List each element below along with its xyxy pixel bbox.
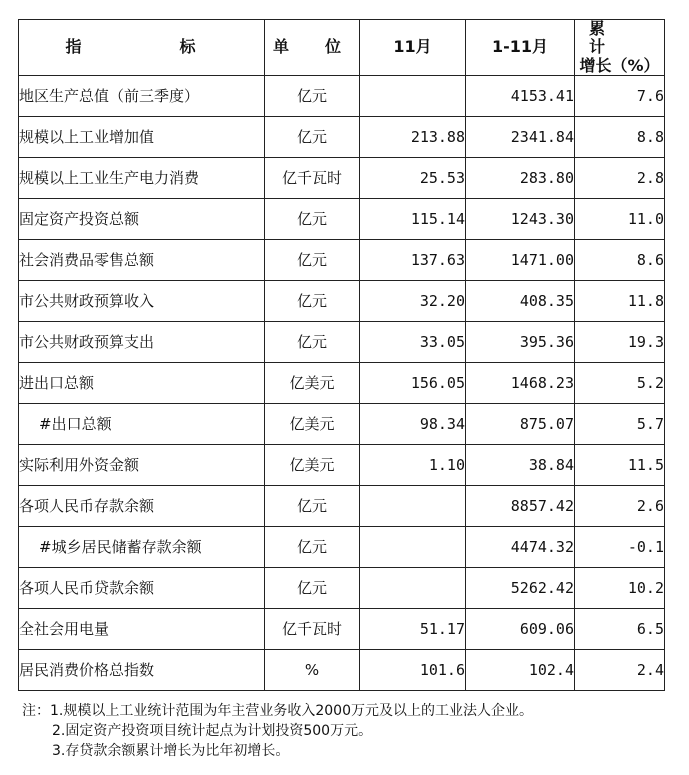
growth-value-cell: 10.2 xyxy=(575,568,665,609)
footnote-3: 3.存贷款余额累计增长为比年初增长。 xyxy=(52,743,290,759)
unit-cell: 亿美元 xyxy=(265,445,360,486)
unit-cell: 亿千瓦时 xyxy=(265,158,360,199)
month-value-cell: 25.53 xyxy=(360,158,466,199)
ytd-value-cell: 1243.30 xyxy=(466,199,575,240)
unit-cell: % xyxy=(265,650,360,691)
indicator-cell: #城乡居民储蓄存款余额 xyxy=(19,527,265,568)
indicator-cell: 地区生产总值（前三季度） xyxy=(19,76,265,117)
table-row xyxy=(19,445,665,486)
growth-value-cell: 11.5 xyxy=(575,445,665,486)
ytd-value-cell: 875.07 xyxy=(466,404,575,445)
month-value-cell: 33.05 xyxy=(360,322,466,363)
ytd-value-cell: 283.80 xyxy=(466,158,575,199)
month-value-cell: 1.10 xyxy=(360,445,466,486)
unit-cell: 亿美元 xyxy=(265,363,360,404)
ytd-value-cell: 8857.42 xyxy=(466,486,575,527)
statistics-table xyxy=(18,19,665,691)
table-row xyxy=(19,527,665,568)
ytd-value-cell: 609.06 xyxy=(466,609,575,650)
ytd-value-cell: 395.36 xyxy=(466,322,575,363)
unit-cell: 亿元 xyxy=(265,199,360,240)
table-body xyxy=(19,76,665,691)
table-row xyxy=(19,486,665,527)
ytd-value-cell: 4474.32 xyxy=(466,527,575,568)
table-row xyxy=(19,76,665,117)
ytd-value-cell: 102.4 xyxy=(466,650,575,691)
growth-value-cell: 2.4 xyxy=(575,650,665,691)
growth-value-cell: 8.8 xyxy=(575,117,665,158)
ytd-value-cell: 38.84 xyxy=(466,445,575,486)
unit-cell: 亿元 xyxy=(265,486,360,527)
unit-cell: 亿千瓦时 xyxy=(265,609,360,650)
month-value-cell xyxy=(360,76,466,117)
ytd-value-cell: 4153.41 xyxy=(466,76,575,117)
footnotes xyxy=(22,701,672,761)
unit-cell: 亿美元 xyxy=(265,404,360,445)
indicator-cell: 规模以上工业增加值 xyxy=(19,117,265,158)
unit-cell: 亿元 xyxy=(265,117,360,158)
month-value-cell xyxy=(360,527,466,568)
table-row xyxy=(19,568,665,609)
growth-value-cell: 2.6 xyxy=(575,486,665,527)
month-value-cell: 115.14 xyxy=(360,199,466,240)
indicator-cell: 固定资产投资总额 xyxy=(19,199,265,240)
indicator-cell: 各项人民币贷款余额 xyxy=(19,568,265,609)
ytd-value-cell: 5262.42 xyxy=(466,568,575,609)
growth-value-cell: 11.0 xyxy=(575,199,665,240)
header-month: 11月 xyxy=(360,20,466,76)
month-value-cell: 98.34 xyxy=(360,404,466,445)
table-row xyxy=(19,158,665,199)
table-row xyxy=(19,117,665,158)
indicator-cell: 居民消费价格总指数 xyxy=(19,650,265,691)
table-row xyxy=(19,363,665,404)
indicator-cell: 规模以上工业生产电力消费 xyxy=(19,158,265,199)
growth-value-cell: 11.8 xyxy=(575,281,665,322)
ytd-value-cell: 2341.84 xyxy=(466,117,575,158)
table-row xyxy=(19,609,665,650)
header-growth-line1: 累 计 xyxy=(589,19,638,57)
footnote-2: 2.固定资产投资项目统计起点为计划投资500万元。 xyxy=(52,723,373,739)
month-value-cell: 101.6 xyxy=(360,650,466,691)
indicator-cell: 全社会用电量 xyxy=(19,609,265,650)
header-growth xyxy=(575,20,665,76)
indicator-cell: 社会消费品零售总额 xyxy=(19,240,265,281)
indicator-cell: 市公共财政预算收入 xyxy=(19,281,265,322)
growth-value-cell: 19.3 xyxy=(575,322,665,363)
month-value-cell: 137.63 xyxy=(360,240,466,281)
table-row xyxy=(19,322,665,363)
month-value-cell: 156.05 xyxy=(360,363,466,404)
ytd-value-cell: 408.35 xyxy=(466,281,575,322)
ytd-value-cell: 1471.00 xyxy=(466,240,575,281)
table-row xyxy=(19,404,665,445)
month-value-cell: 51.17 xyxy=(360,609,466,650)
unit-cell: 亿元 xyxy=(265,527,360,568)
month-value-cell xyxy=(360,568,466,609)
month-value-cell xyxy=(360,486,466,527)
growth-value-cell: 5.2 xyxy=(575,363,665,404)
growth-value-cell: 5.7 xyxy=(575,404,665,445)
unit-cell: 亿元 xyxy=(265,240,360,281)
table-row xyxy=(19,199,665,240)
table-row xyxy=(19,240,665,281)
indicator-cell: 各项人民币存款余额 xyxy=(19,486,265,527)
growth-value-cell: 6.5 xyxy=(575,609,665,650)
indicator-cell: 实际利用外资金额 xyxy=(19,445,265,486)
indicator-cell: 进出口总额 xyxy=(19,363,265,404)
table-row xyxy=(19,650,665,691)
table-row xyxy=(19,281,665,322)
footnote-1: 注：1.规模以上工业统计范围为年主营业务收入2000万元及以上的工业法人企业。 xyxy=(22,703,533,719)
month-value-cell: 32.20 xyxy=(360,281,466,322)
header-indicator: 指 标 xyxy=(19,20,265,76)
table-header-row xyxy=(19,20,665,76)
growth-value-cell: 7.6 xyxy=(575,76,665,117)
header-unit: 单 位 xyxy=(265,20,360,76)
header-ytd: 1-11月 xyxy=(466,20,575,76)
unit-cell: 亿元 xyxy=(265,281,360,322)
growth-value-cell: 8.6 xyxy=(575,240,665,281)
growth-value-cell: -0.1 xyxy=(575,527,665,568)
unit-cell: 亿元 xyxy=(265,76,360,117)
ytd-value-cell: 1468.23 xyxy=(466,363,575,404)
unit-cell: 亿元 xyxy=(265,568,360,609)
unit-cell: 亿元 xyxy=(265,322,360,363)
month-value-cell: 213.88 xyxy=(360,117,466,158)
header-growth-line2: 增长（%） xyxy=(579,55,660,75)
growth-value-cell: 2.8 xyxy=(575,158,665,199)
indicator-cell: #出口总额 xyxy=(19,404,265,445)
indicator-cell: 市公共财政预算支出 xyxy=(19,322,265,363)
